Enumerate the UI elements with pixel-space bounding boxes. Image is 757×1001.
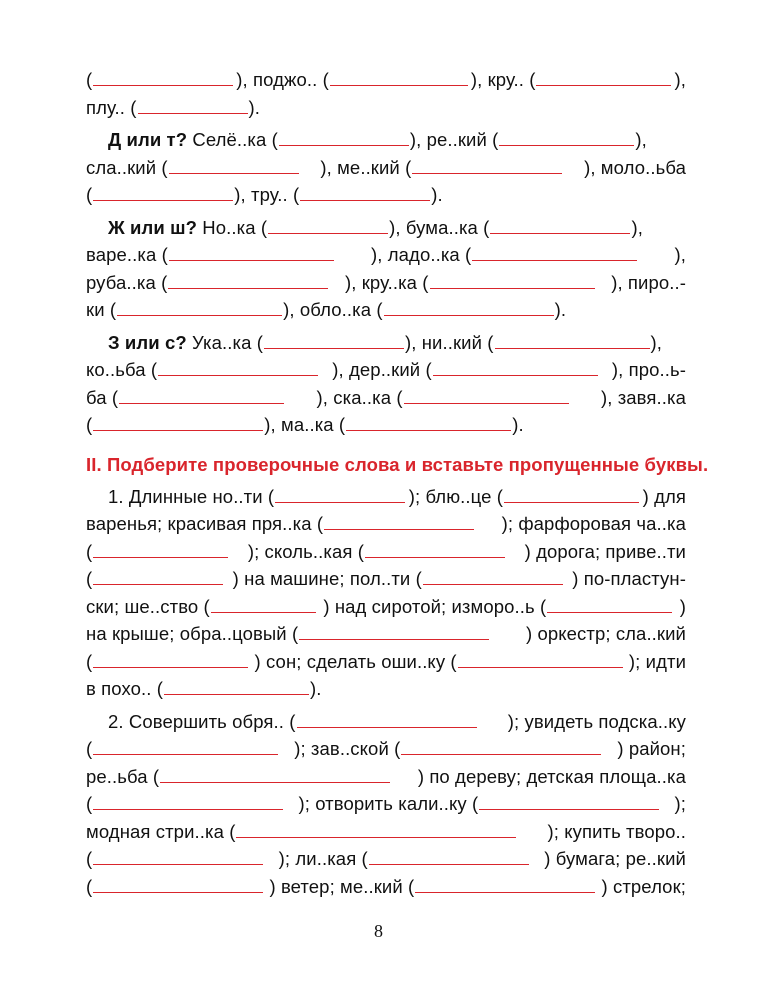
answer-blank[interactable]	[401, 739, 601, 755]
text-segment: ).	[554, 299, 567, 320]
segment	[512, 411, 524, 439]
segment	[674, 66, 686, 94]
text-line	[86, 384, 686, 412]
answer-blank[interactable]	[384, 300, 554, 316]
line-start	[108, 329, 662, 357]
answer-blank[interactable]	[160, 767, 390, 783]
segment	[572, 565, 686, 593]
answer-blank[interactable]	[93, 70, 233, 86]
text-segment: ре..ьба (	[86, 765, 160, 787]
text-segment: ).	[248, 96, 261, 118]
answer-blank[interactable]	[365, 542, 505, 558]
text-line	[86, 648, 686, 676]
segment	[525, 538, 686, 566]
text-segment: плу.. (	[86, 96, 137, 118]
text-line	[86, 845, 686, 873]
text-segment: ), дер..кий (	[332, 359, 432, 380]
answer-blank[interactable]	[479, 794, 659, 810]
text-segment: ); зав..ской (	[294, 738, 401, 759]
answer-blank[interactable]	[211, 597, 316, 613]
text-segment: (	[86, 650, 93, 672]
segment	[86, 593, 317, 621]
answer-blank[interactable]	[268, 218, 388, 234]
answer-blank[interactable]	[93, 185, 233, 201]
segment	[310, 675, 322, 703]
text-segment: ба (	[86, 386, 119, 408]
segment	[108, 483, 406, 511]
segment	[86, 356, 319, 384]
answer-blank[interactable]	[117, 300, 282, 316]
segment	[249, 94, 261, 122]
text-segment: (	[86, 540, 93, 562]
segment	[601, 873, 686, 901]
text-segment: Ука..ка (	[186, 331, 263, 353]
text-segment: ), кру..ка (	[344, 271, 429, 293]
answer-blank[interactable]	[458, 652, 623, 668]
segment	[86, 384, 285, 412]
text-line	[86, 411, 686, 439]
text-segment: ки (	[86, 299, 117, 320]
text-line	[86, 818, 686, 846]
segment	[680, 593, 686, 621]
answer-blank[interactable]	[93, 877, 263, 893]
text-segment: ); идти	[628, 650, 686, 672]
segment	[86, 241, 335, 269]
answer-blank[interactable]	[93, 542, 228, 558]
text-segment: ), бума..ка (	[389, 216, 490, 238]
answer-blank[interactable]	[93, 415, 263, 431]
text-line	[86, 735, 686, 763]
text-segment: модная стри..ка (	[86, 820, 236, 842]
text-line	[86, 593, 686, 621]
answer-blank[interactable]	[324, 514, 474, 530]
segment	[255, 648, 624, 676]
text-segment: ); ли..кая (	[278, 848, 368, 869]
text-segment: ко..ьба (	[86, 359, 158, 380]
segment	[86, 648, 249, 676]
text-segment: ); фарфоровая ча..ка	[501, 513, 686, 534]
answer-blank[interactable]	[138, 98, 248, 114]
text-line	[86, 356, 686, 384]
segment	[86, 296, 283, 324]
segment	[294, 735, 602, 763]
answer-blank[interactable]	[504, 487, 639, 503]
segment	[86, 790, 284, 818]
segment	[108, 708, 478, 736]
answer-blank[interactable]	[164, 679, 309, 695]
segment	[547, 818, 686, 846]
segment	[234, 181, 431, 209]
text-segment: ) по-пластун-	[572, 568, 686, 589]
text-segment: в похо.. (	[86, 678, 163, 699]
text-segment: ); отворить кали..ку (	[298, 793, 479, 814]
text-line	[86, 763, 686, 791]
text-line	[86, 241, 686, 269]
segment	[508, 708, 686, 736]
segment	[371, 241, 638, 269]
text-line	[86, 790, 686, 818]
answer-blank[interactable]	[346, 415, 511, 431]
text-segment: руба..ка (	[86, 271, 168, 293]
text-segment: (	[86, 568, 93, 589]
segment	[611, 269, 686, 297]
task-label: Ж или ш?	[108, 216, 198, 238]
text-segment: ) на машине; пол..ти (	[232, 568, 422, 589]
text-segment: ) стрелок;	[601, 875, 686, 897]
text-segment: ), кру.. (	[470, 69, 536, 90]
text-segment: ), тру.. (	[234, 184, 300, 205]
text-segment: ),	[674, 69, 686, 90]
answer-blank[interactable]	[169, 158, 299, 174]
segment	[248, 538, 506, 566]
text-line	[86, 269, 686, 297]
text-segment: ), поджо.. (	[236, 69, 329, 90]
text-segment: 2. Совершить обря.. (	[108, 710, 296, 732]
text-segment: ) сон; сделать оши..ку (	[254, 650, 457, 672]
answer-blank[interactable]	[490, 218, 630, 234]
text-line	[86, 181, 686, 209]
segment	[526, 620, 686, 648]
segment	[86, 675, 310, 703]
segment	[86, 565, 224, 593]
segment	[601, 384, 686, 412]
text-line	[86, 510, 686, 538]
task-label: З или с?	[108, 331, 187, 353]
text-line	[86, 675, 686, 703]
text-line	[86, 708, 686, 736]
text-segment: (	[86, 848, 93, 869]
segment	[86, 154, 300, 182]
text-segment: ), ска..ка (	[316, 386, 403, 408]
answer-blank[interactable]	[415, 877, 595, 893]
answer-blank[interactable]	[412, 158, 562, 174]
text-segment: ) дорога; приве..ти	[524, 540, 686, 562]
line-start	[108, 214, 643, 242]
segment	[674, 241, 686, 269]
text-segment: ) оркестр; сла..кий	[525, 623, 686, 644]
text-segment: ), моло..ьба	[584, 156, 686, 178]
text-segment: 1. Длинные но..ти (	[108, 485, 275, 507]
segment	[86, 510, 475, 538]
text-segment: ), ме..кий (	[320, 156, 412, 178]
text-segment: (	[86, 414, 93, 435]
text-segment: ) район;	[617, 738, 686, 759]
text-segment: (	[86, 738, 93, 759]
answer-blank[interactable]	[300, 185, 430, 201]
text-segment: ), обло..ка (	[283, 299, 383, 320]
text-segment: Селё..ка (	[187, 129, 278, 150]
segment	[502, 510, 686, 538]
answer-blank[interactable]	[472, 245, 637, 261]
answer-blank[interactable]	[330, 70, 468, 86]
answer-blank[interactable]	[93, 569, 223, 585]
answer-blank[interactable]	[430, 273, 595, 289]
segment	[345, 269, 596, 297]
answer-blank[interactable]	[297, 712, 477, 728]
segment	[269, 873, 596, 901]
answer-blank[interactable]	[93, 739, 278, 755]
segment	[471, 66, 673, 94]
segment	[555, 296, 567, 324]
text-line	[86, 94, 686, 122]
text-segment: ), ма..ка (	[264, 414, 346, 435]
text-line	[86, 538, 686, 566]
answer-blank[interactable]	[369, 849, 529, 865]
text-segment: ),	[631, 216, 643, 238]
text-segment: (	[86, 793, 93, 814]
answer-blank[interactable]	[93, 794, 283, 810]
segment	[86, 763, 391, 791]
segment	[86, 873, 264, 901]
text-segment: ),	[635, 129, 647, 150]
text-line	[86, 214, 686, 242]
text-line	[86, 154, 686, 182]
segment	[544, 845, 686, 873]
segment	[264, 411, 512, 439]
answer-blank[interactable]	[93, 849, 263, 865]
text-segment: );	[674, 793, 686, 814]
text-line	[86, 66, 686, 94]
exercise-part-1	[86, 66, 686, 439]
segment	[86, 818, 517, 846]
text-line	[86, 126, 686, 154]
segment	[86, 181, 234, 209]
text-segment: (	[86, 875, 93, 897]
text-segment: ), ладо..ка (	[371, 244, 472, 265]
text-segment: ); купить творо..	[547, 820, 686, 842]
text-segment: ),	[674, 244, 686, 265]
text-segment: )	[679, 595, 686, 617]
text-segment: ) над сиротой; изморо..ь (	[323, 595, 547, 617]
segment	[323, 593, 673, 621]
answer-blank[interactable]	[168, 273, 328, 289]
segment	[320, 154, 563, 182]
answer-blank[interactable]	[279, 130, 409, 146]
segment	[643, 483, 686, 511]
segment	[86, 620, 490, 648]
segment	[418, 763, 686, 791]
text-line	[86, 873, 686, 901]
segment	[86, 845, 264, 873]
text-segment: варе..ка (	[86, 244, 168, 265]
answer-blank[interactable]	[299, 624, 489, 640]
task-label: Д или т?	[108, 129, 188, 150]
segment	[617, 735, 686, 763]
answer-blank[interactable]	[158, 360, 318, 376]
text-segment: ), пиро..-	[611, 271, 686, 293]
text-segment: ); увидеть подска..ку	[507, 710, 686, 732]
text-segment: на крыше; обра..цовый (	[86, 623, 299, 644]
segment	[584, 154, 686, 182]
segment	[283, 296, 554, 324]
segment	[86, 411, 264, 439]
text-segment: ) по дереву; детская площа..ка	[417, 765, 686, 787]
text-line	[86, 483, 686, 511]
text-segment: ).	[512, 414, 524, 435]
exercise-part-2	[86, 483, 686, 901]
segment	[86, 94, 249, 122]
text-segment: ) бумага; ре..кий	[544, 848, 686, 869]
text-segment: ), ни..кий (	[405, 331, 494, 353]
text-line	[86, 329, 686, 357]
text-segment: ), ре..кий (	[409, 129, 499, 150]
segment	[236, 66, 469, 94]
text-segment: ) ветер; ме..кий (	[269, 875, 415, 897]
segment	[86, 538, 229, 566]
text-segment: ).	[431, 184, 443, 205]
segment	[629, 648, 686, 676]
text-segment: ) для	[642, 485, 686, 507]
text-segment: (	[86, 69, 93, 90]
text-line	[86, 620, 686, 648]
answer-blank[interactable]	[499, 130, 634, 146]
segment	[612, 356, 686, 384]
answer-blank[interactable]	[404, 388, 569, 404]
segment	[298, 790, 660, 818]
segment	[431, 181, 443, 209]
text-segment: ).	[309, 678, 322, 699]
section-2-heading: II. Подберите проверочные слова и вставьте пропущенные буквы.	[86, 453, 709, 475]
text-line	[86, 296, 686, 324]
answer-blank[interactable]	[547, 597, 672, 613]
segment	[233, 565, 564, 593]
answer-blank[interactable]	[264, 333, 404, 349]
text-segment: ); блю..це (	[408, 485, 504, 507]
text-segment: ),	[650, 331, 663, 353]
segment	[279, 845, 530, 873]
segment	[86, 269, 329, 297]
text-segment: ), завя..ка	[600, 386, 686, 408]
answer-blank[interactable]	[275, 487, 405, 503]
text-line	[86, 565, 686, 593]
text-segment: ски; ше..ство (	[86, 595, 210, 617]
worksheet-page	[86, 66, 709, 900]
answer-blank[interactable]	[119, 388, 284, 404]
segment	[674, 790, 686, 818]
answer-blank[interactable]	[536, 70, 671, 86]
answer-blank[interactable]	[495, 333, 650, 349]
text-segment: сла..кий (	[86, 156, 168, 178]
answer-blank[interactable]	[93, 652, 248, 668]
segment	[409, 483, 640, 511]
answer-blank[interactable]	[236, 822, 516, 838]
text-segment: варенья; красивая пря..ка (	[86, 513, 324, 534]
answer-blank[interactable]	[169, 245, 334, 261]
answer-blank[interactable]	[433, 360, 598, 376]
segment	[86, 66, 234, 94]
line-start	[108, 126, 647, 154]
text-segment: ); сколь..кая (	[247, 540, 365, 562]
text-segment: (	[86, 184, 93, 205]
segment	[317, 384, 570, 412]
segment	[332, 356, 598, 384]
text-segment: ), про..ь-	[611, 359, 686, 380]
text-segment: Но..ка (	[197, 216, 268, 238]
answer-blank[interactable]	[423, 569, 563, 585]
page-number: 8	[374, 921, 383, 941]
segment	[86, 735, 279, 763]
